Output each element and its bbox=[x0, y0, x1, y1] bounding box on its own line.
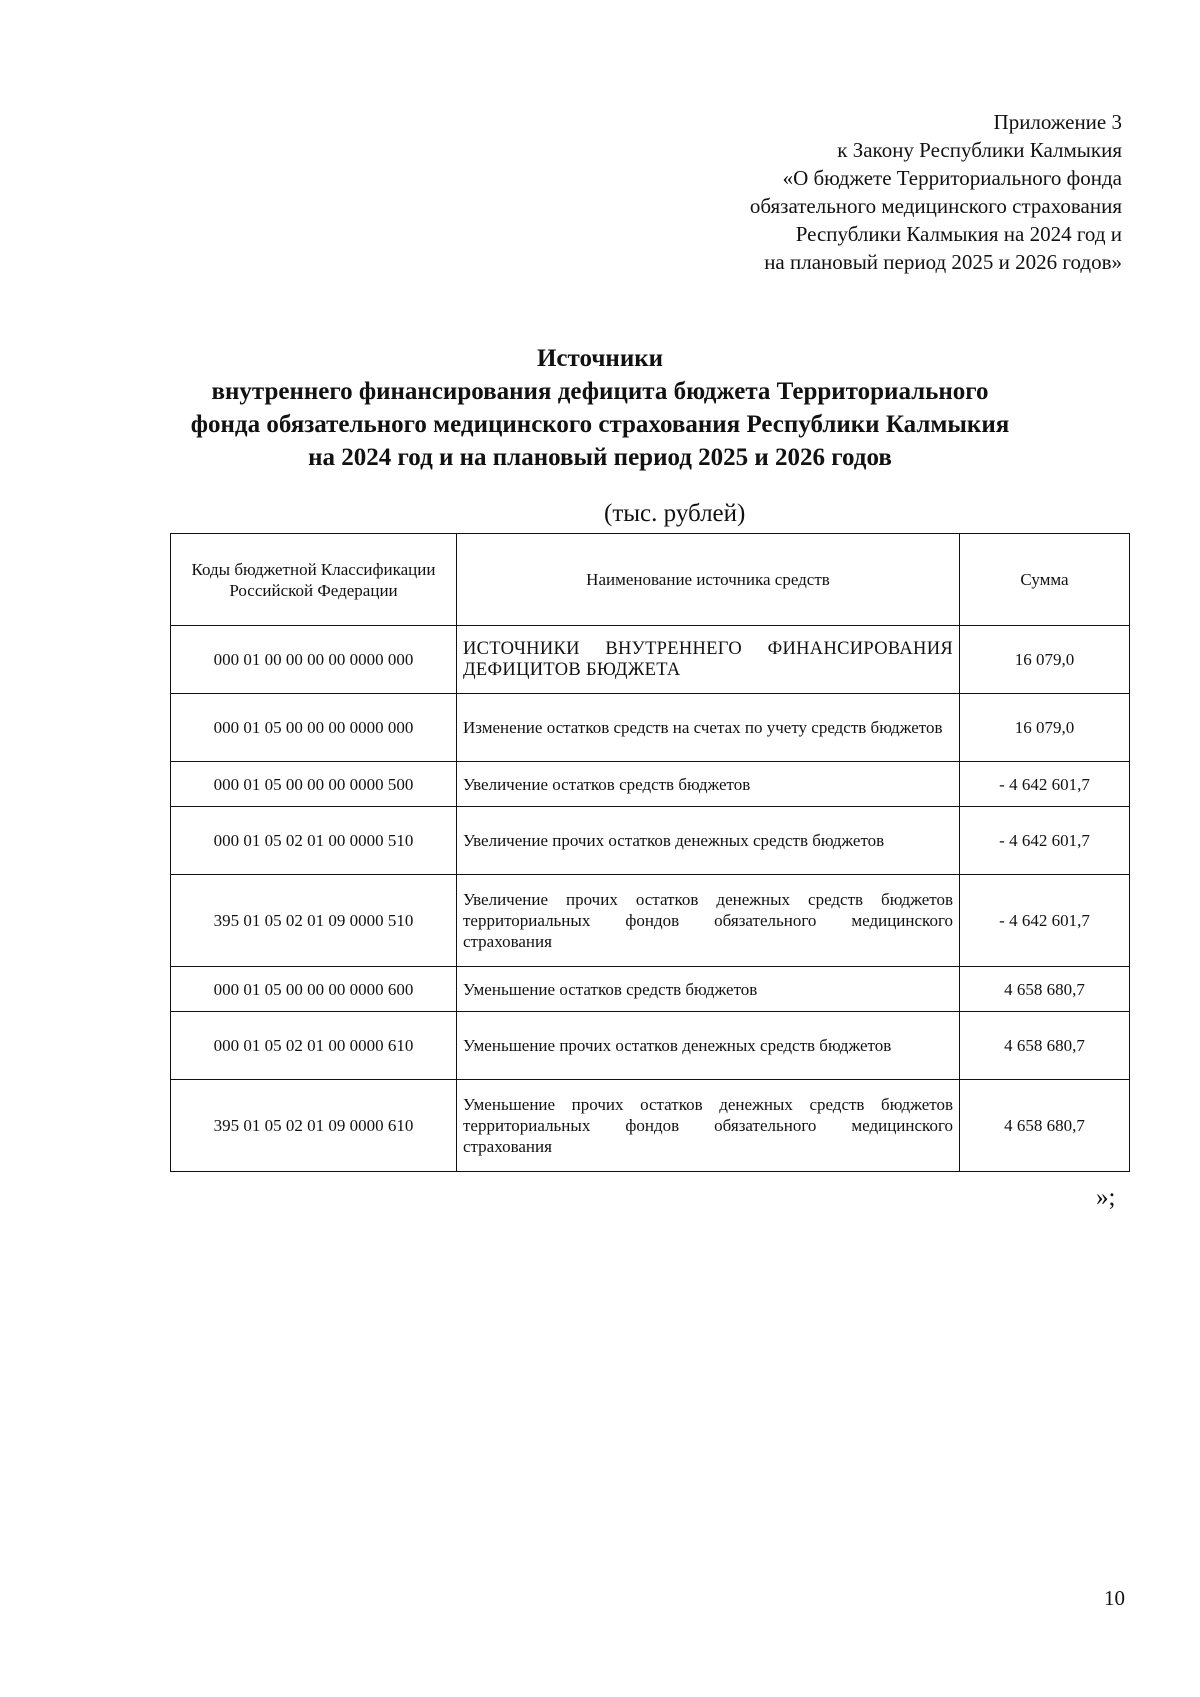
closing-quote-mark: »; bbox=[1096, 1184, 1116, 1211]
appendix-header bbox=[602, 108, 1122, 276]
table-header-row bbox=[171, 534, 1130, 626]
table-row bbox=[171, 626, 1130, 694]
title-line: фонда обязательного медицинского страхования Республики Калмыкия bbox=[190, 411, 1010, 438]
table-row bbox=[171, 762, 1130, 807]
header-amount: Сумма bbox=[960, 534, 1130, 626]
header-code: Коды бюджетной Классификации Российской Федерации bbox=[171, 534, 457, 626]
budget-sources-table bbox=[170, 533, 1130, 1172]
appendix-line: Приложение 3 bbox=[993, 110, 1122, 134]
row-amount: 16 079,0 bbox=[960, 694, 1130, 762]
row-amount: - 4 642 601,7 bbox=[960, 807, 1130, 875]
table-row bbox=[171, 694, 1130, 762]
table-row bbox=[171, 807, 1130, 875]
row-code: 395 01 05 02 01 09 0000 510 bbox=[171, 875, 457, 967]
row-amount: 4 658 680,7 bbox=[960, 1012, 1130, 1080]
row-name: Увеличение прочих остатков денежных средств бюджетов bbox=[457, 807, 960, 875]
title-line: Источники bbox=[536, 345, 664, 372]
row-amount: 16 079,0 bbox=[960, 626, 1130, 694]
title-line: на 2024 год и на плановый период 2025 и 2026 годов bbox=[308, 444, 892, 471]
row-amount: - 4 642 601,7 bbox=[960, 762, 1130, 807]
table-row bbox=[171, 875, 1130, 967]
units-label: (тыс. рублей) bbox=[604, 500, 746, 527]
row-code: 000 01 05 02 01 00 0000 610 bbox=[171, 1012, 457, 1080]
table-row bbox=[171, 1080, 1130, 1172]
row-name: Уменьшение остатков средств бюджетов bbox=[457, 967, 960, 1012]
row-name: Изменение остатков средств на счетах по учету средств бюджетов bbox=[457, 694, 960, 762]
row-code: 395 01 05 02 01 09 0000 610 bbox=[171, 1080, 457, 1172]
row-amount: - 4 642 601,7 bbox=[960, 875, 1130, 967]
row-name: Уменьшение прочих остатков денежных средств бюджетов bbox=[457, 1012, 960, 1080]
document-title bbox=[150, 342, 1050, 474]
appendix-line: Республики Калмыкия на 2024 год и bbox=[795, 222, 1122, 246]
row-amount: 4 658 680,7 bbox=[960, 1080, 1130, 1172]
table-row bbox=[171, 1012, 1130, 1080]
title-line: внутреннего финансирования дефицита бюджета Территориального bbox=[211, 378, 989, 405]
appendix-line: обязательного медицинского страхования bbox=[749, 194, 1122, 218]
row-name: Увеличение остатков средств бюджетов bbox=[457, 762, 960, 807]
row-code: 000 01 05 00 00 00 0000 000 bbox=[171, 694, 457, 762]
page-number: 10 bbox=[1104, 1586, 1125, 1610]
row-name: Увеличение прочих остатков денежных средств бюджетов территориальных фондов обязательного медицинского страхования bbox=[457, 875, 960, 967]
appendix-line: на плановый период 2025 и 2026 годов» bbox=[764, 250, 1122, 274]
table-row bbox=[171, 967, 1130, 1012]
row-code: 000 01 05 00 00 00 0000 600 bbox=[171, 967, 457, 1012]
row-code: 000 01 00 00 00 00 0000 000 bbox=[171, 626, 457, 694]
row-name: ИСТОЧНИКИ ВНУТРЕННЕГО ФИНАНСИРОВАНИЯ ДЕФИЦИТОВ БЮДЖЕТА bbox=[457, 626, 960, 694]
row-code: 000 01 05 02 01 00 0000 510 bbox=[171, 807, 457, 875]
row-name: Уменьшение прочих остатков денежных средств бюджетов территориальных фондов обязательного медицинского страхования bbox=[457, 1080, 960, 1172]
appendix-line: к Закону Республики Калмыкия bbox=[837, 138, 1122, 162]
row-amount: 4 658 680,7 bbox=[960, 967, 1130, 1012]
header-name: Наименование источника средств bbox=[457, 534, 960, 626]
row-code: 000 01 05 00 00 00 0000 500 bbox=[171, 762, 457, 807]
appendix-line: «О бюджете Территориального фонда bbox=[782, 166, 1122, 190]
